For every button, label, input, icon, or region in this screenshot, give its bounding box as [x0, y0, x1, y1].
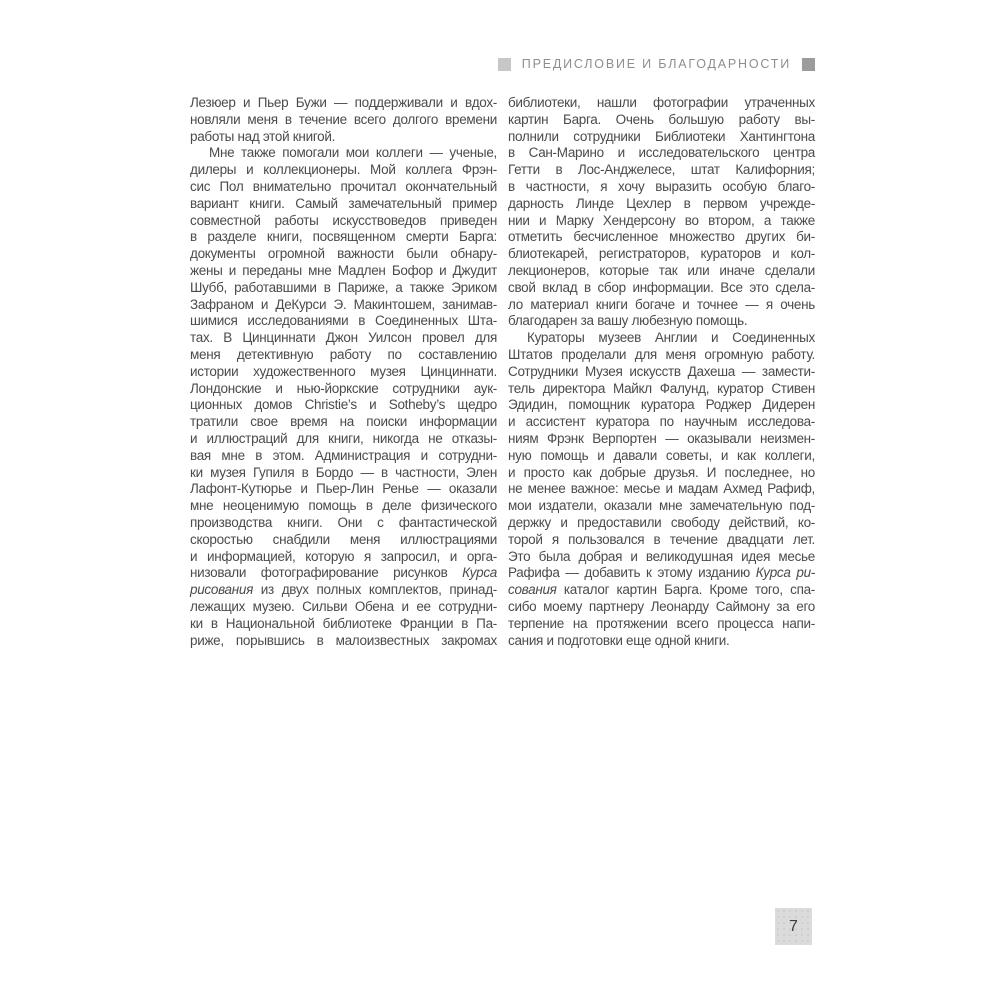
text-columns: [190, 95, 815, 649]
text-line: в частности, я хочу выразить особую благо-: [508, 178, 815, 194]
text-line: и ассистент куратора по научным исследова-: [508, 414, 815, 430]
text-line: держку и предоставили свободу действий, ко-: [508, 514, 815, 530]
text-line: благодарен за вашу любезную помощь.: [508, 313, 748, 329]
text-line: низовали фотографирование рисунков Курса: [190, 565, 497, 581]
text-line: вая мне в этом. Администрация и сотрудни-: [190, 447, 497, 463]
text-line: Мне также помогали мои коллеги — ученые,: [209, 145, 497, 161]
text-line: лежащих музею. Сильви Обена и ее сотрудни-: [190, 598, 497, 614]
text-line: ную помощь и давали советы, и как коллеги,: [508, 447, 815, 463]
text-line: мне неоценимую помощь в деле физического: [190, 498, 497, 514]
text-line: Штатов проделали для меня огромную работу.: [508, 346, 815, 362]
running-header: [498, 57, 815, 71]
text-line: и информацией, которую я запросил, и орга-: [190, 548, 497, 564]
text-line: вариант книги. Самый замечательный пример: [190, 195, 497, 211]
text-line: скоростью снабдили меня иллюстрациями: [190, 531, 497, 547]
text-line: лекционеров, которые так или иначе сделали: [508, 262, 815, 278]
text-line: ки музея Гупиля в Бордо — в частности, Элен: [190, 464, 497, 480]
text-line: совместной работы искусствоведов приведен: [190, 212, 497, 228]
text-line: Лондонские и нью-йоркские сотрудники аук-: [190, 380, 497, 396]
text-line: блиотекарей, регистраторов, кураторов и кол-: [508, 246, 815, 262]
text-line: в Сан-Марино и исследовательского центра: [508, 145, 815, 161]
text-line: работы над этой книгой.: [190, 128, 336, 144]
text-line: шимися исследованиями в Соединенных Шта-: [190, 313, 497, 329]
text-line: свой вклад в сбор информации. Все это сдела-: [508, 279, 815, 295]
text-line: Рафифа — добавить к этому изданию Курса ри-: [508, 565, 815, 581]
text-line: тратили свое время на поиски информации: [190, 414, 497, 430]
text-line: Эдидин, помощник куратора Роджер Дидерен: [508, 397, 815, 413]
text-line: сования каталог картин Барга. Кроме того, спа-: [508, 582, 815, 598]
text-line: тель директора Майкл Фалунд, куратор Стивен: [508, 380, 815, 396]
text-line: сибо моему партнеру Леонарду Саймону за его: [508, 598, 815, 614]
text-line: дилеры и коллекционеры. Мой коллега Фрэн-: [190, 162, 497, 178]
text-line: ло материал книги богаче и точнее — я очень: [508, 296, 815, 312]
text-line: нии и Марку Хендерсону во втором, а также: [508, 212, 815, 228]
text-line: терпение на протяжении всего процесса напи-: [508, 615, 815, 631]
header-square-light-icon: [498, 58, 511, 71]
text-line: новляли меня в течение всего долгого времени: [190, 111, 497, 127]
text-line: ки в Национальной библиотеке Франции в Па-: [190, 615, 497, 631]
text-line: рисования из двух полных комплектов, принад-: [190, 582, 497, 598]
text-line: тах. В Цинциннати Джон Уилсон провел для: [190, 330, 497, 346]
text-line: меня детективную работу по составлению: [190, 346, 497, 362]
text-line: жены и переданы мне Мадлен Бофор и Джудит: [190, 262, 497, 278]
text-line: не менее важное: месье и мадам Ахмед Рафиф,: [508, 481, 815, 497]
column-right: [508, 95, 815, 649]
text-line: риже, порывшись в малоизвестных закромах: [190, 632, 497, 648]
text-line: отметить бесчисленное множество других би-: [508, 229, 815, 245]
text-line: производства книги. Они с фантастической: [190, 514, 497, 530]
text-line: Гетти в Лос-Анджелесе, штат Калифорния;: [508, 162, 815, 178]
text-line: Лезюер и Пьер Бужи — поддерживали и вдох-: [190, 95, 497, 110]
text-line: сис Пол внимательно прочитал окончательный: [190, 178, 497, 194]
page-number-badge: [775, 908, 812, 945]
running-header-title: ПРЕДИСЛОВИЕ И БЛАГОДАРНОСТИ: [521, 57, 791, 71]
text-line: Это была добрая и великодушная идея месье: [508, 548, 815, 564]
text-line: торой я пользовался в течение двадцати лет.: [508, 531, 815, 547]
text-line: Шубб, работавшими в Париже, а также Эриком: [190, 279, 497, 295]
text-line: дарность Линде Цехлер в первом учрежде-: [508, 195, 815, 211]
page-number: 7: [789, 917, 798, 935]
text-line: ционных домов Christie’s и Sotheby’s щедро: [190, 397, 497, 413]
text-line: Кураторы музеев Англии и Соединенных: [527, 330, 815, 346]
column-left: [190, 95, 497, 649]
text-line: и просто как добрые друзья. И последнее, но: [508, 464, 815, 480]
text-line: в разделе книги, посвященном смерти Барга:: [190, 229, 497, 245]
text-line: Сотрудники Музея искусств Дахеша — замести-: [508, 363, 815, 379]
text-line: документы огромной важности были обнару-: [190, 246, 497, 262]
text-line: Лафонт-Кутюрье и Пьер-Лин Ренье — оказали: [190, 481, 497, 497]
text-line: полнили сотрудники Библиотеки Хантингтона: [508, 128, 815, 144]
text-line: Зафраном и ДеКурси Э. Макинтошем, занимав-: [190, 296, 497, 312]
text-line: картин Барга. Очень большую работу вы-: [508, 111, 815, 127]
text-line: сания и подготовки еще одной книги.: [508, 632, 730, 648]
text-line: истории художественного музея Цинциннати.: [190, 363, 497, 379]
header-square-dark-icon: [802, 58, 815, 71]
text-line: мои издатели, оказали мне замечательную под-: [508, 498, 815, 514]
text-line: библиотеки, нашли фотографии утраченных: [508, 95, 815, 110]
text-line: и иллюстраций для книги, никогда не отказы-: [190, 430, 497, 446]
text-line: ниям Фрэнк Верпортен — оказывали неизмен-: [508, 430, 815, 446]
